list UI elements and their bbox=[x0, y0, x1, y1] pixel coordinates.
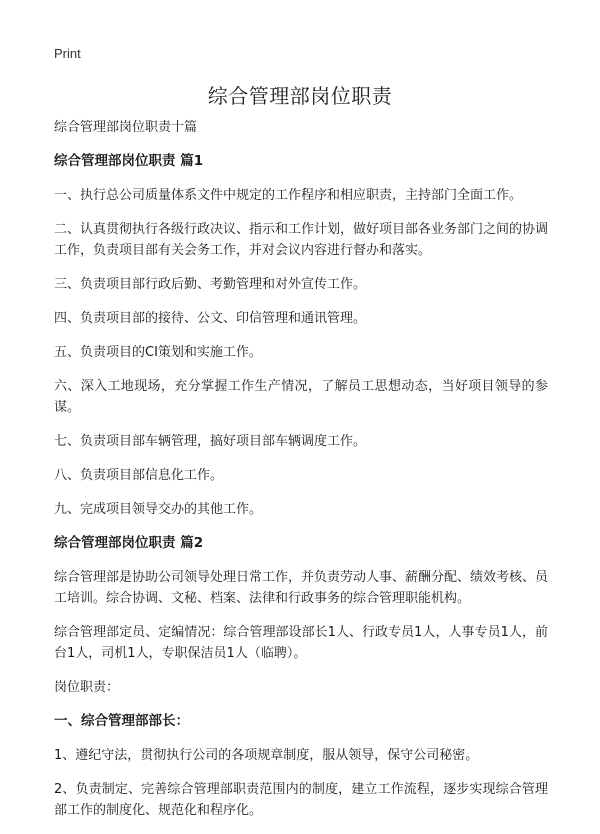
paragraph: 一、执行总公司质量体系文件中规定的工作程序和相应职责，主持部门全面工作。 bbox=[54, 188, 523, 203]
paragraph: 四、负责项目部的接待、公文、印信管理和通讯管理。 bbox=[54, 311, 367, 326]
document-body bbox=[54, 117, 548, 834]
paragraph: 岗位职责： bbox=[54, 680, 120, 695]
section-heading: 综合管理部岗位职责 篇2 bbox=[54, 535, 204, 551]
section-heading: 一、综合管理部部长： bbox=[54, 713, 189, 729]
paragraph: 七、负责项目部车辆管理，搞好项目部车辆调度工作。 bbox=[54, 434, 367, 449]
paragraph: 综合管理部定员、定编情况：综合管理部设部长1人、行政专员1人，人事专员1人，前台1人，司机1人，专职保洁员1人（临聘）。 bbox=[54, 625, 548, 661]
paragraph: 二、认真贯彻执行各级行政决议、指示和工作计划，做好项目部各业务部门之间的协调工作，负责项目部有关会务工作，并对会议内容进行督办和落实。 bbox=[54, 222, 549, 258]
paragraph: 九、完成项目领导交办的其他工作。 bbox=[54, 502, 263, 517]
paragraph: 1、遵纪守法，贯彻执行公司的各项规章制度，服从领导，保守公司秘密。 bbox=[54, 748, 479, 763]
print-link[interactable]: Print bbox=[54, 46, 81, 61]
paragraph: 五、负责项目的CI策划和实施工作。 bbox=[54, 345, 262, 360]
paragraph: 综合管理部是协助公司领导处理日常工作，并负责劳动人事、薪酬分配、绩效考核、员工培训。综合协调、文秘、档案、法律和行政事务的综合管理职能机构。 bbox=[54, 570, 549, 606]
paragraph: 六、深入工地现场，充分掌握工作生产情况，了解员工思想动态，当好项目领导的参谋。 bbox=[54, 379, 548, 415]
section-heading: 综合管理部岗位职责 篇1 bbox=[54, 153, 204, 169]
paragraph: 三、负责项目部行政后勤、考勤管理和对外宣传工作。 bbox=[54, 277, 367, 292]
paragraph: 2、负责制定、完善综合管理部职责范围内的制度，建立工作流程，逐步实现综合管理部工作的制度化、规范化和程序化。 bbox=[54, 782, 548, 818]
page-title: 综合管理部岗位职责 bbox=[207, 84, 393, 108]
paragraph: 八、负责项目部信息化工作。 bbox=[54, 468, 224, 483]
document-subtitle: 综合管理部岗位职责十篇 bbox=[54, 120, 198, 135]
